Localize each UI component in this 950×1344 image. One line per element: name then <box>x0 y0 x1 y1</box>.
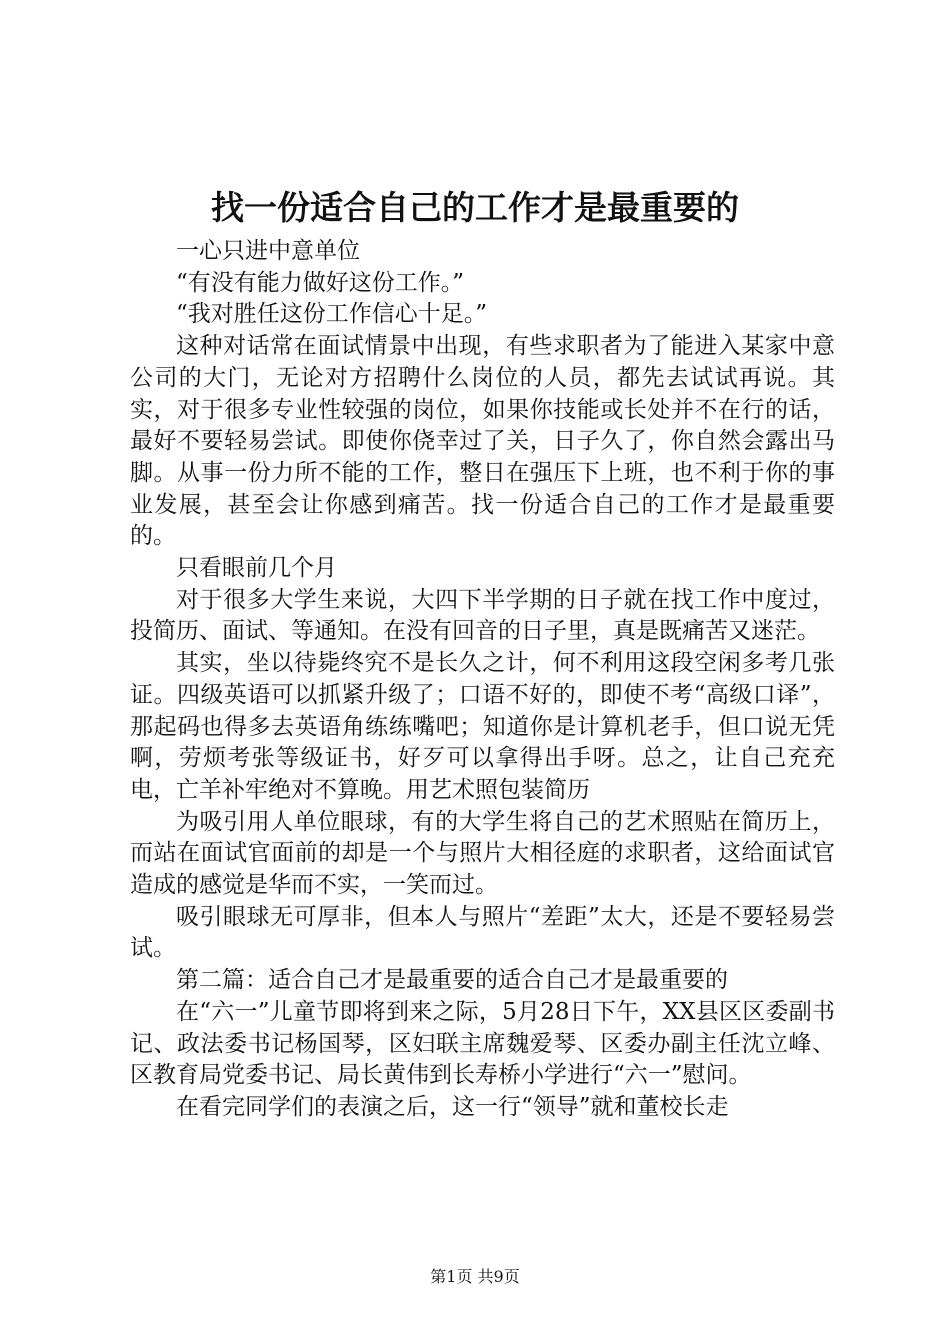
paragraph-body-7: 在看完同学们的表演之后，这一行“领导”就和董校长走 <box>176 1093 729 1120</box>
paragraph-quote-1: “有没有能力做好这份工作。” <box>176 269 465 296</box>
paragraph-heading-2: 只看眼前几个月 <box>176 555 337 582</box>
document-body <box>130 236 835 1124</box>
paragraph-body-6: 在“六一”儿童节即将到来之际，5月28日下午，XX县区区委副书记、政法委书记杨国琴，区妇联主席魏爱琴、区委办副主任沈立峰、区教育局党委书记、局长黄伟到长寿桥小学进行“六一”慰问。 <box>130 998 835 1089</box>
paragraph-quote-2: “我对胜任这份工作信心十足。” <box>176 301 488 328</box>
paragraph-body-2: 对于很多大学生来说，大四下半学期的日子就在找工作中度过，投简历、面试、等通知。在没有回音的日子里，真是既痛苦又迷茫。 <box>130 586 835 645</box>
paragraph-section-heading: 第二篇：适合自己才是最重要的适合自己才是最重要的 <box>176 967 728 994</box>
paragraph-body-4: 为吸引用人单位眼球，有的大学生将自己的艺术照贴在简历上，而站在面试官面前的却是一个与照片大相径庭的求职者，这给面试官造成的感觉是华而不实，一笑而过。 <box>130 808 835 899</box>
page-number-footer: 第1页 共9页 <box>430 1267 520 1286</box>
paragraph-body-5: 吸引眼球无可厚非，但本人与照片“差距”太大，还是不要轻易尝试。 <box>130 903 835 962</box>
document-title: 找一份适合自己的工作才是最重要的 <box>211 188 739 227</box>
paragraph-heading-1: 一心只进中意单位 <box>176 238 360 264</box>
paragraph-body-1: 这种对话常在面试情景中出现，有些求职者为了能进入某家中意公司的大门，无论对方招聘什么岗位的人员，都先去试试再说。其实，对于很多专业性较强的岗位，如果你技能或长处并不在行的话，最好不要轻易尝试。即使你侥幸过了关，日子久了，你自然会露出马脚。从事一份力所不能的工作，整日在强压下上班，也不利于你的事业发展，甚至会让你感到痛苦。找一份适合自己的工作才是最重要的。 <box>130 333 835 550</box>
paragraph-body-3: 其实，坐以待毙终究不是长久之计，何不利用这段空闲多考几张证。四级英语可以抓紧升级了；口语不好的，即使不考“高级口译”，那起码也得多去英语角练练嘴吧；知道你是计算机老手，但口说无凭啊，劳烦考张等级证书，好歹可以拿得出手呀。总之，让自己充充电，亡羊补牢绝对不算晚。用艺术照包装简历 <box>130 650 835 803</box>
